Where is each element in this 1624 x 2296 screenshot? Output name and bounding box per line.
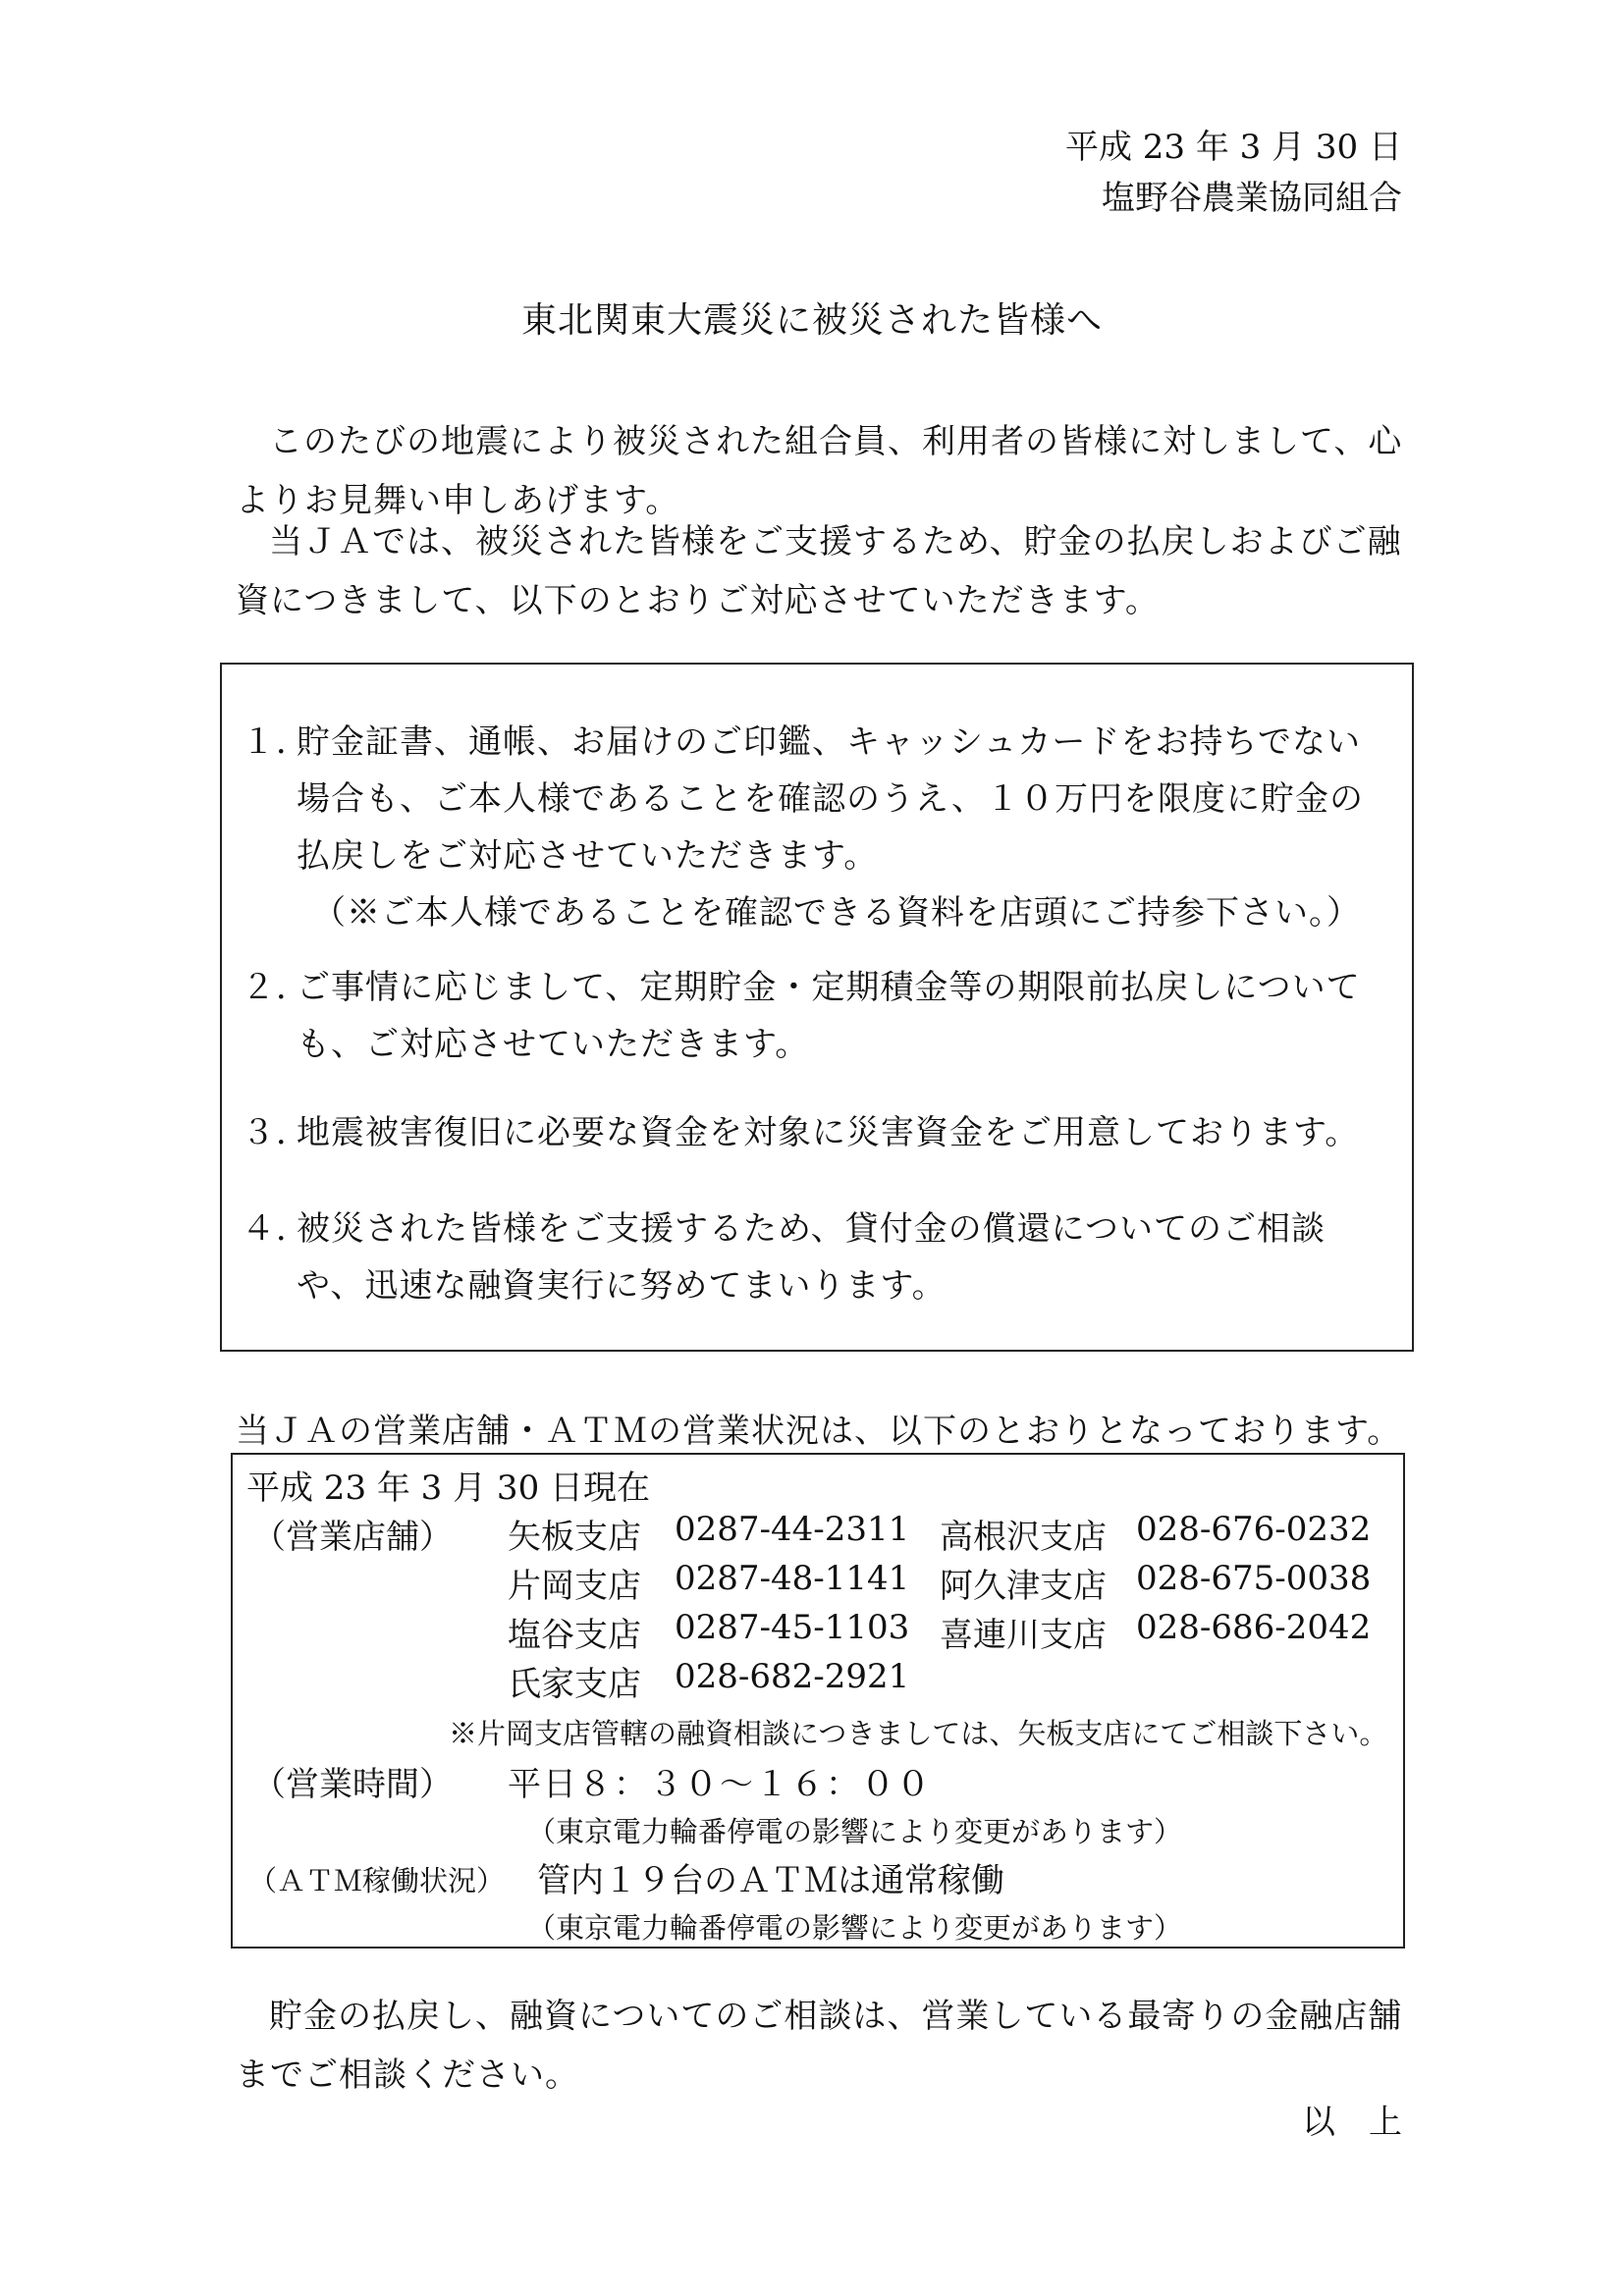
- measure-note: （※ご本人様であることを確認できる資料を店頭にご持参下さい。）: [312, 893, 1361, 933]
- atm-note: （東京電力輪番停電の影響により変更があります）: [527, 1911, 1183, 1945]
- store-phone: 0287-44-2311: [675, 1510, 910, 1549]
- measure-number: ２．: [242, 968, 310, 1007]
- hours-note: （東京電力輪番停電の影響により変更があります）: [527, 1815, 1183, 1848]
- measure-number: ３．: [242, 1113, 310, 1152]
- store-name: 矢板支店: [508, 1518, 641, 1557]
- stores-label: （営業店舗）: [252, 1518, 453, 1557]
- business-hours: 平日８：３０～１６：００: [508, 1765, 932, 1804]
- store-name: 高根沢支店: [940, 1518, 1107, 1557]
- document-date: 平成 23 年 3 月 30 日: [1064, 128, 1402, 167]
- store-phone: 028-675-0038: [1136, 1559, 1372, 1598]
- measure-text: 地震被害復旧に必要な資金を対象に災害資金をご用意しております。: [297, 1113, 1360, 1152]
- store-phone: 028-676-0232: [1136, 1510, 1372, 1549]
- store-phone: 028-682-2921: [675, 1657, 910, 1696]
- closing-paragraph: 貯金の払戻し、融資についてのご相談は、営業している最寄りの金融店舗までご相談ください。: [236, 1997, 1403, 2095]
- measure-text: 貯金証書、通帳、お届けのご印鑑、キャッシュカードをお持ちでない場合も、ご本人様であることを確認のうえ、１０万円を限度に貯金の払戻しをご対応させていただきます。: [297, 722, 1365, 876]
- measures-box: [220, 663, 1414, 1352]
- intro-paragraph-1: このたびの地震により被災された組合員、利用者の皆様に対しまして、心よりお見舞い申しあげます。: [236, 422, 1403, 520]
- measure-item: [242, 714, 1390, 941]
- stores-note: ※片岡支店管轄の融資相談につきましては、矢板支店にてご相談下さい。: [449, 1717, 1388, 1750]
- measure-item: [242, 1104, 1390, 1161]
- measure-text: ご事情に応じまして、定期貯金・定期積金等の期限前払戻しについても、ご対応させていただきます。: [297, 968, 1361, 1064]
- store-name: 喜連川支店: [940, 1616, 1107, 1655]
- store-phone: 0287-48-1141: [675, 1559, 910, 1598]
- status-as-of: 平成 23 年 3 月 30 日現在: [246, 1468, 651, 1508]
- measure-number: ４．: [242, 1209, 310, 1249]
- measure-number: １．: [242, 722, 310, 762]
- intro-paragraph-2: 当ＪＡでは、被災された皆様をご支援するため、貯金の払戻しおよびご融資につきまして、以下のとおりご対応させていただきます。: [236, 522, 1402, 620]
- measure-item: [242, 959, 1390, 1073]
- atm-label: （ＡＴＭ稼働状況）: [248, 1864, 506, 1897]
- end-mark: 以 上: [1302, 2103, 1402, 2142]
- status-intro: 当ＪＡの営業店舗・ＡＴＭの営業状況は、以下のとおりとなっております。: [236, 1412, 1402, 1451]
- store-phone: 0287-45-1103: [675, 1608, 910, 1647]
- atm-status: 管内１９台のＡＴＭは通常稼働: [537, 1861, 1004, 1900]
- organization-name: 塩野谷農業協同組合: [1102, 179, 1402, 218]
- store-name: 氏家支店: [508, 1665, 641, 1704]
- hours-label: （営業時間）: [252, 1765, 453, 1804]
- store-name: 塩谷支店: [508, 1616, 641, 1655]
- store-name: 片岡支店: [508, 1567, 641, 1606]
- measure-item: [242, 1201, 1390, 1314]
- business-status-box: [231, 1453, 1405, 1949]
- measure-text: 被災された皆様をご支援するため、貸付金の償還についてのご相談や、迅速な融資実行に努めてまいります。: [297, 1209, 1326, 1306]
- store-phone: 028-686-2042: [1136, 1608, 1372, 1647]
- document-title: 東北関東大震災に被災された皆様へ: [520, 300, 1103, 341]
- store-name: 阿久津支店: [940, 1567, 1107, 1606]
